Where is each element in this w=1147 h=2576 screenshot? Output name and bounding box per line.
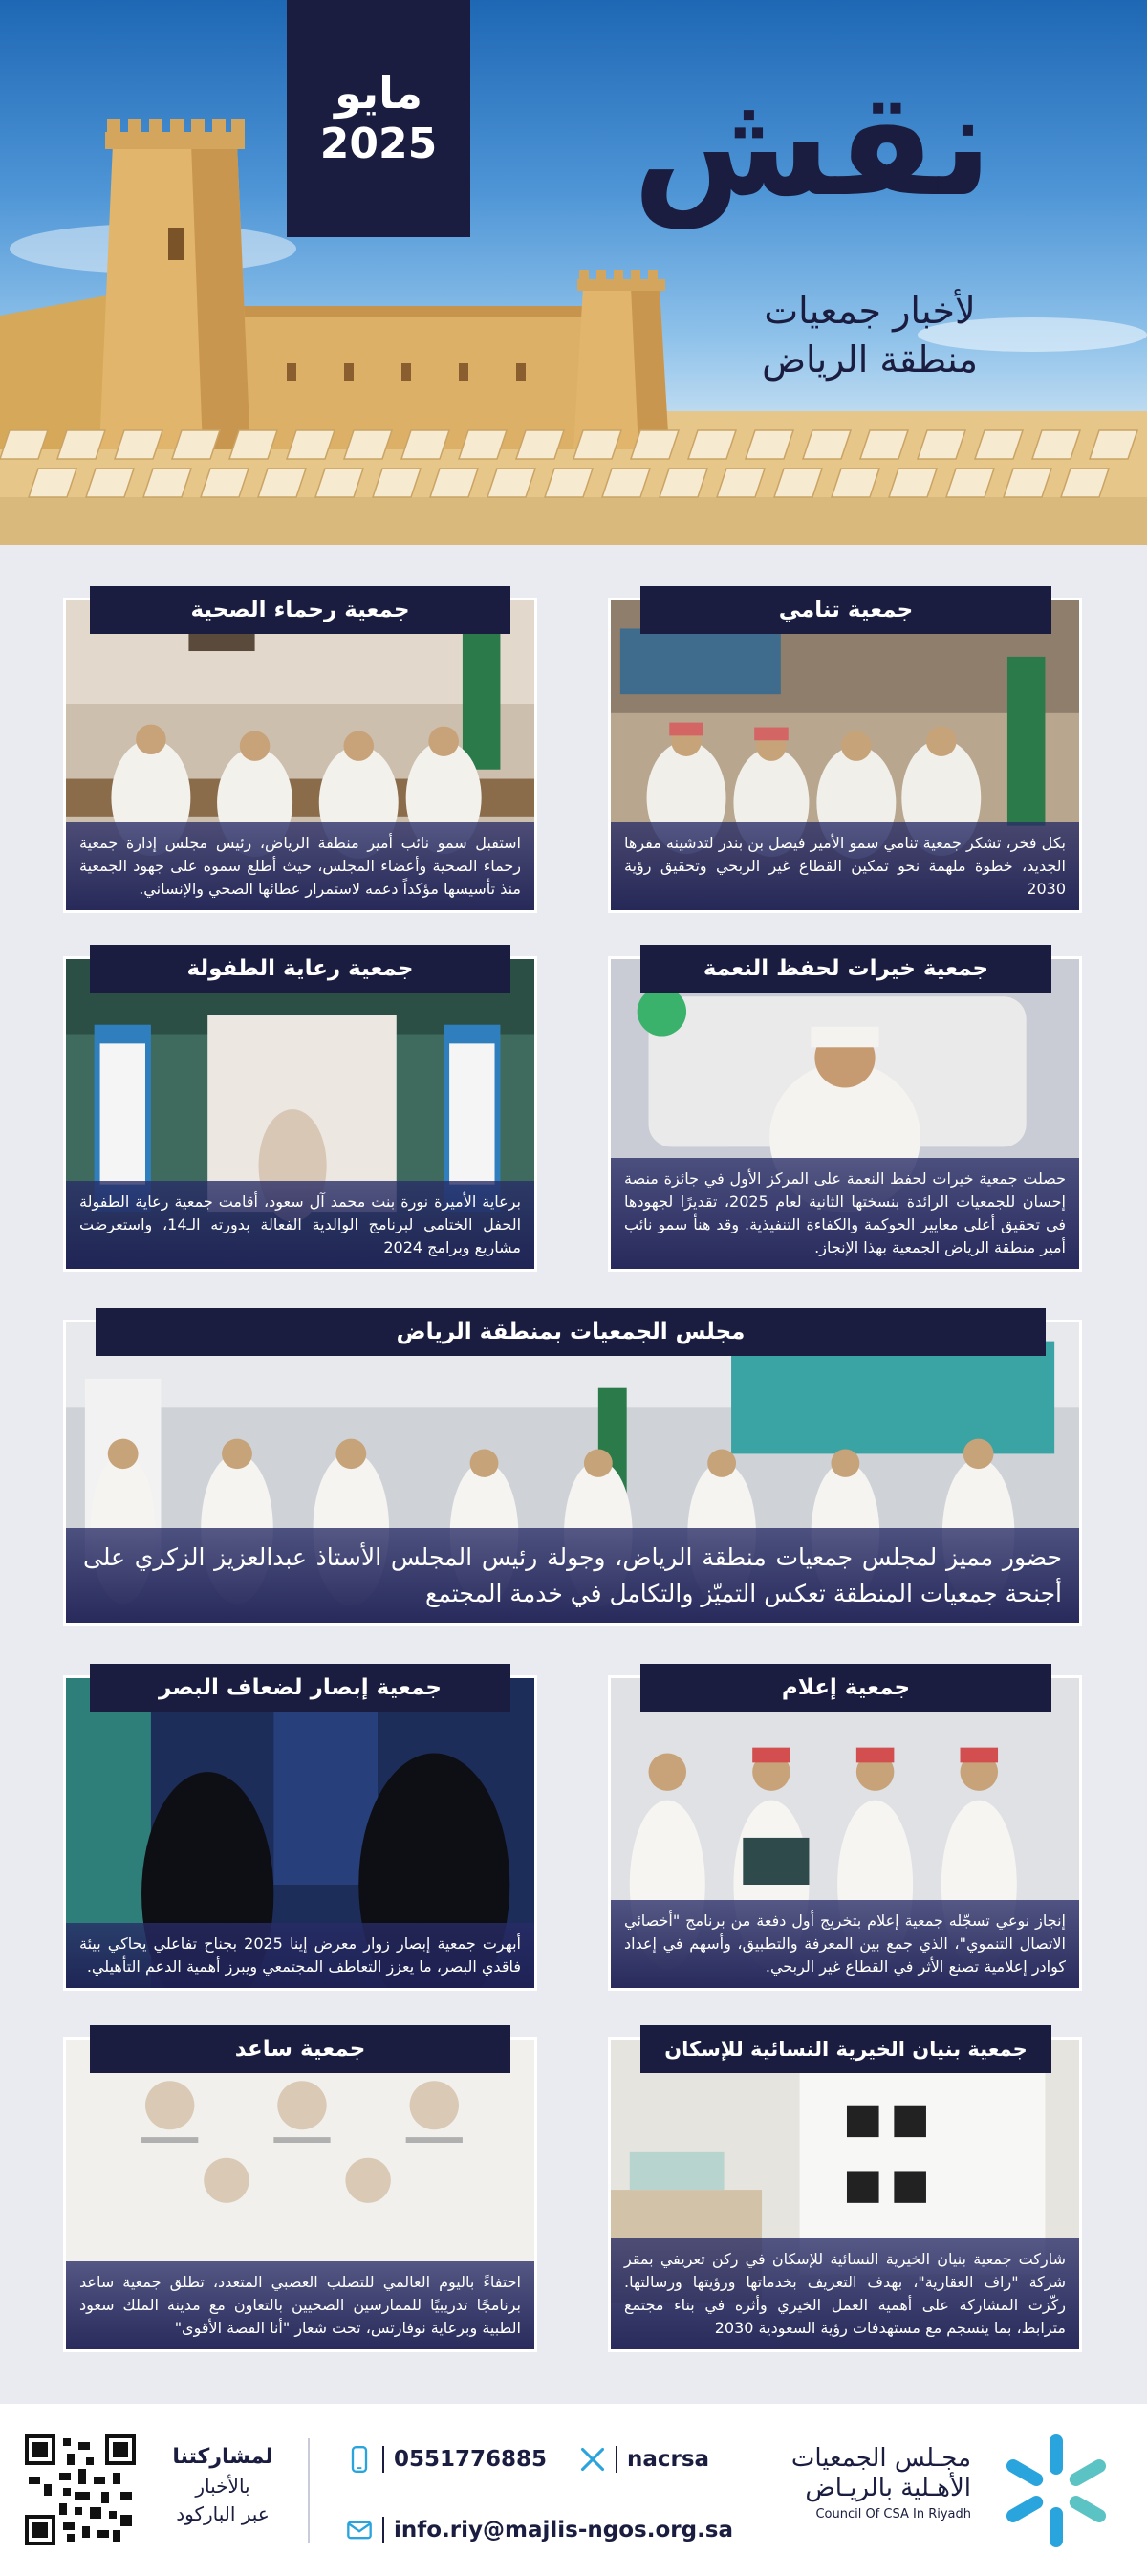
date-banner — [287, 0, 470, 237]
qr-line-1: لمشاركتنا — [172, 2445, 273, 2469]
council-logo-icon — [994, 2431, 1118, 2551]
card-title-bunyan: جمعية بنيان الخيرية النسائية للإسكان — [640, 2025, 1051, 2073]
news-card-bunyan — [608, 2037, 1082, 2352]
card-title-council: مجلس الجمعيات بمنطقة الرياض — [96, 1308, 1046, 1356]
card-title-saed: جمعية ساعد — [90, 2025, 510, 2073]
contact-email[interactable] — [346, 2517, 733, 2543]
card-text-khairat: حصلت جمعية خيرات لحفظ النعمة على المركز الأول في جائزة منصة إحسان للجمعيات الرائدة بنسختها الثانية لعام 2025، تقديرًا لجهودها في تحقيق أعلى معايير الحوكمة والكفاءة التنفيذية. وقد هنأ سمو نائب أمير منطقة الرياض الجمعية بهذا الإنجاز. — [611, 1158, 1079, 1269]
qr-line-3: عبر الباركود — [176, 2501, 270, 2525]
footer — [0, 2404, 1147, 2576]
divider — [308, 2438, 310, 2543]
x-handle[interactable]: nacrsa — [627, 2447, 710, 2472]
newsletter-subtitle — [717, 287, 1023, 385]
news-card-council — [63, 1320, 1082, 1626]
subtitle-line-2: منطقة الرياض — [762, 338, 978, 382]
news-card-saed — [63, 2037, 537, 2352]
news-card-childcare — [63, 956, 537, 1272]
news-card-ruhamaa — [63, 598, 537, 913]
card-text-bunyan: شاركت جمعية بنيان الخيرية النسائية للإسكان في ركن تعريفي بمقر شركة "راف العقارية"، بهدف التعريف بخدماتها ورؤيتها ورسالتها. ركّزت المشاركة على أهمية العمل الخيري وأثره في بناء مجتمع مترابط، بما ينسجم مع مستهدفات رؤية السعودية 2030 — [611, 2238, 1079, 2349]
phone-number[interactable]: 0551776885 — [394, 2447, 548, 2472]
email-icon — [346, 2517, 373, 2543]
news-card-tanami — [608, 598, 1082, 913]
subtitle-line-1: لأخبار جمعيات — [764, 290, 976, 332]
newsletter-title: نقش — [632, 62, 993, 229]
issue-month: مايو — [335, 67, 422, 119]
card-text-tanami: بكل فخر، تشكر جمعية تنامي سمو الأمير فيصل بن بندر لتدشينه مقرها الجديد، خطوة ملهمة نحو تمكين القطاع غير الربحي وتحقيق رؤية 2030 — [611, 822, 1079, 910]
hero-banner — [0, 0, 1147, 545]
card-title-childcare: جمعية رعاية الطفولة — [90, 945, 510, 993]
council-name-english: Council Of CSA In Riyadh — [815, 2507, 971, 2522]
card-title-khairat: جمعية خيرات لحفظ النعمة — [640, 945, 1051, 993]
qr-instructions — [151, 2442, 294, 2528]
pattern-tiles — [0, 421, 1147, 507]
card-text-ebsar: أبهرت جمعية إبصار زوار معرض إينا 2025 بجناح تفاعلي يحاكي بيئة فاقدي البصر، ما يعزز التعاطف المجتمعي ويبرز أهمية الدعم التأهيلي. — [66, 1923, 534, 1988]
council-name-line-1: مجـلس الجمعيات — [790, 2444, 971, 2473]
separator — [382, 2446, 384, 2473]
card-text-ruhamaa: استقبل سمو نائب أمير منطقة الرياض، رئيس مجلس إدارة جمعية رحماء الصحية وأعضاء المجلس، حيث أطلع سموه على جهود الجمعية منذ تأسيسها مؤكداً دعمه لاستمرار عطائها الصحي والإنساني. — [66, 822, 534, 910]
issue-year: 2025 — [319, 120, 438, 169]
card-text-childcare: برعاية الأميرة نورة بنت محمد آل سعود، أقامت جمعية رعاية الطفولة الحفل الختامي لبرنامج الوالدية الفعالة بدورته الـ14، واستعرضت مشاريع وبرامج 2024 — [66, 1181, 534, 1269]
card-text-saed: احتفاءً باليوم العالمي للتصلب العصبي المتعدد، تطلق جمعية ساعد برنامجًا تدريبيًا للممارسين الصحيين بالتعاون مع مدينة الملك سعود الطبية وبرعاية نوفارتس، تحت شعار "أنا القصة الأقوى" — [66, 2261, 534, 2349]
card-title-ebsar: جمعية إبصار لضعاف البصر — [90, 1664, 510, 1712]
x-logo-icon — [579, 2446, 606, 2473]
news-card-ealam — [608, 1675, 1082, 1991]
qr-line-2: بالأخبار — [195, 2474, 250, 2498]
qr-code-icon[interactable] — [25, 2434, 136, 2545]
council-name-line-2: الأهـلية بالريـاض — [805, 2474, 971, 2503]
separator — [616, 2446, 617, 2473]
news-card-khairat — [608, 956, 1082, 1272]
card-title-ruhamaa: جمعية رحماء الصحية — [90, 586, 510, 634]
card-text-council: حضور مميز لمجلس جمعيات منطقة الرياض، وجولة رئيس المجلس الأستاذ عبدالعزيز الزكري على أجنحة جمعيات المنطقة تعكس التميّز والتكامل في خدمة المجتمع — [66, 1528, 1079, 1623]
phone-icon — [346, 2446, 373, 2473]
email-address[interactable]: info.riy@majlis-ngos.org.sa — [394, 2518, 734, 2543]
card-title-tanami: جمعية تنامي — [640, 586, 1051, 634]
separator — [382, 2517, 384, 2543]
contact-x[interactable] — [579, 2446, 709, 2473]
council-name — [770, 2444, 971, 2522]
card-title-ealam: جمعية إعلام — [640, 1664, 1051, 1712]
news-card-ebsar — [63, 1675, 537, 1991]
contact-phone[interactable] — [346, 2446, 547, 2473]
card-text-ealam: إنجاز نوعي تسجّله جمعية إعلام بتخريج أول دفعة من برنامج "أخصائي الاتصال التنموي"، الذي جمع بين المعرفة والتطبيق، وأسهم في إعداد كوادر إعلامية تصنع الأثر في القطاع غير الربحي. — [611, 1900, 1079, 1988]
